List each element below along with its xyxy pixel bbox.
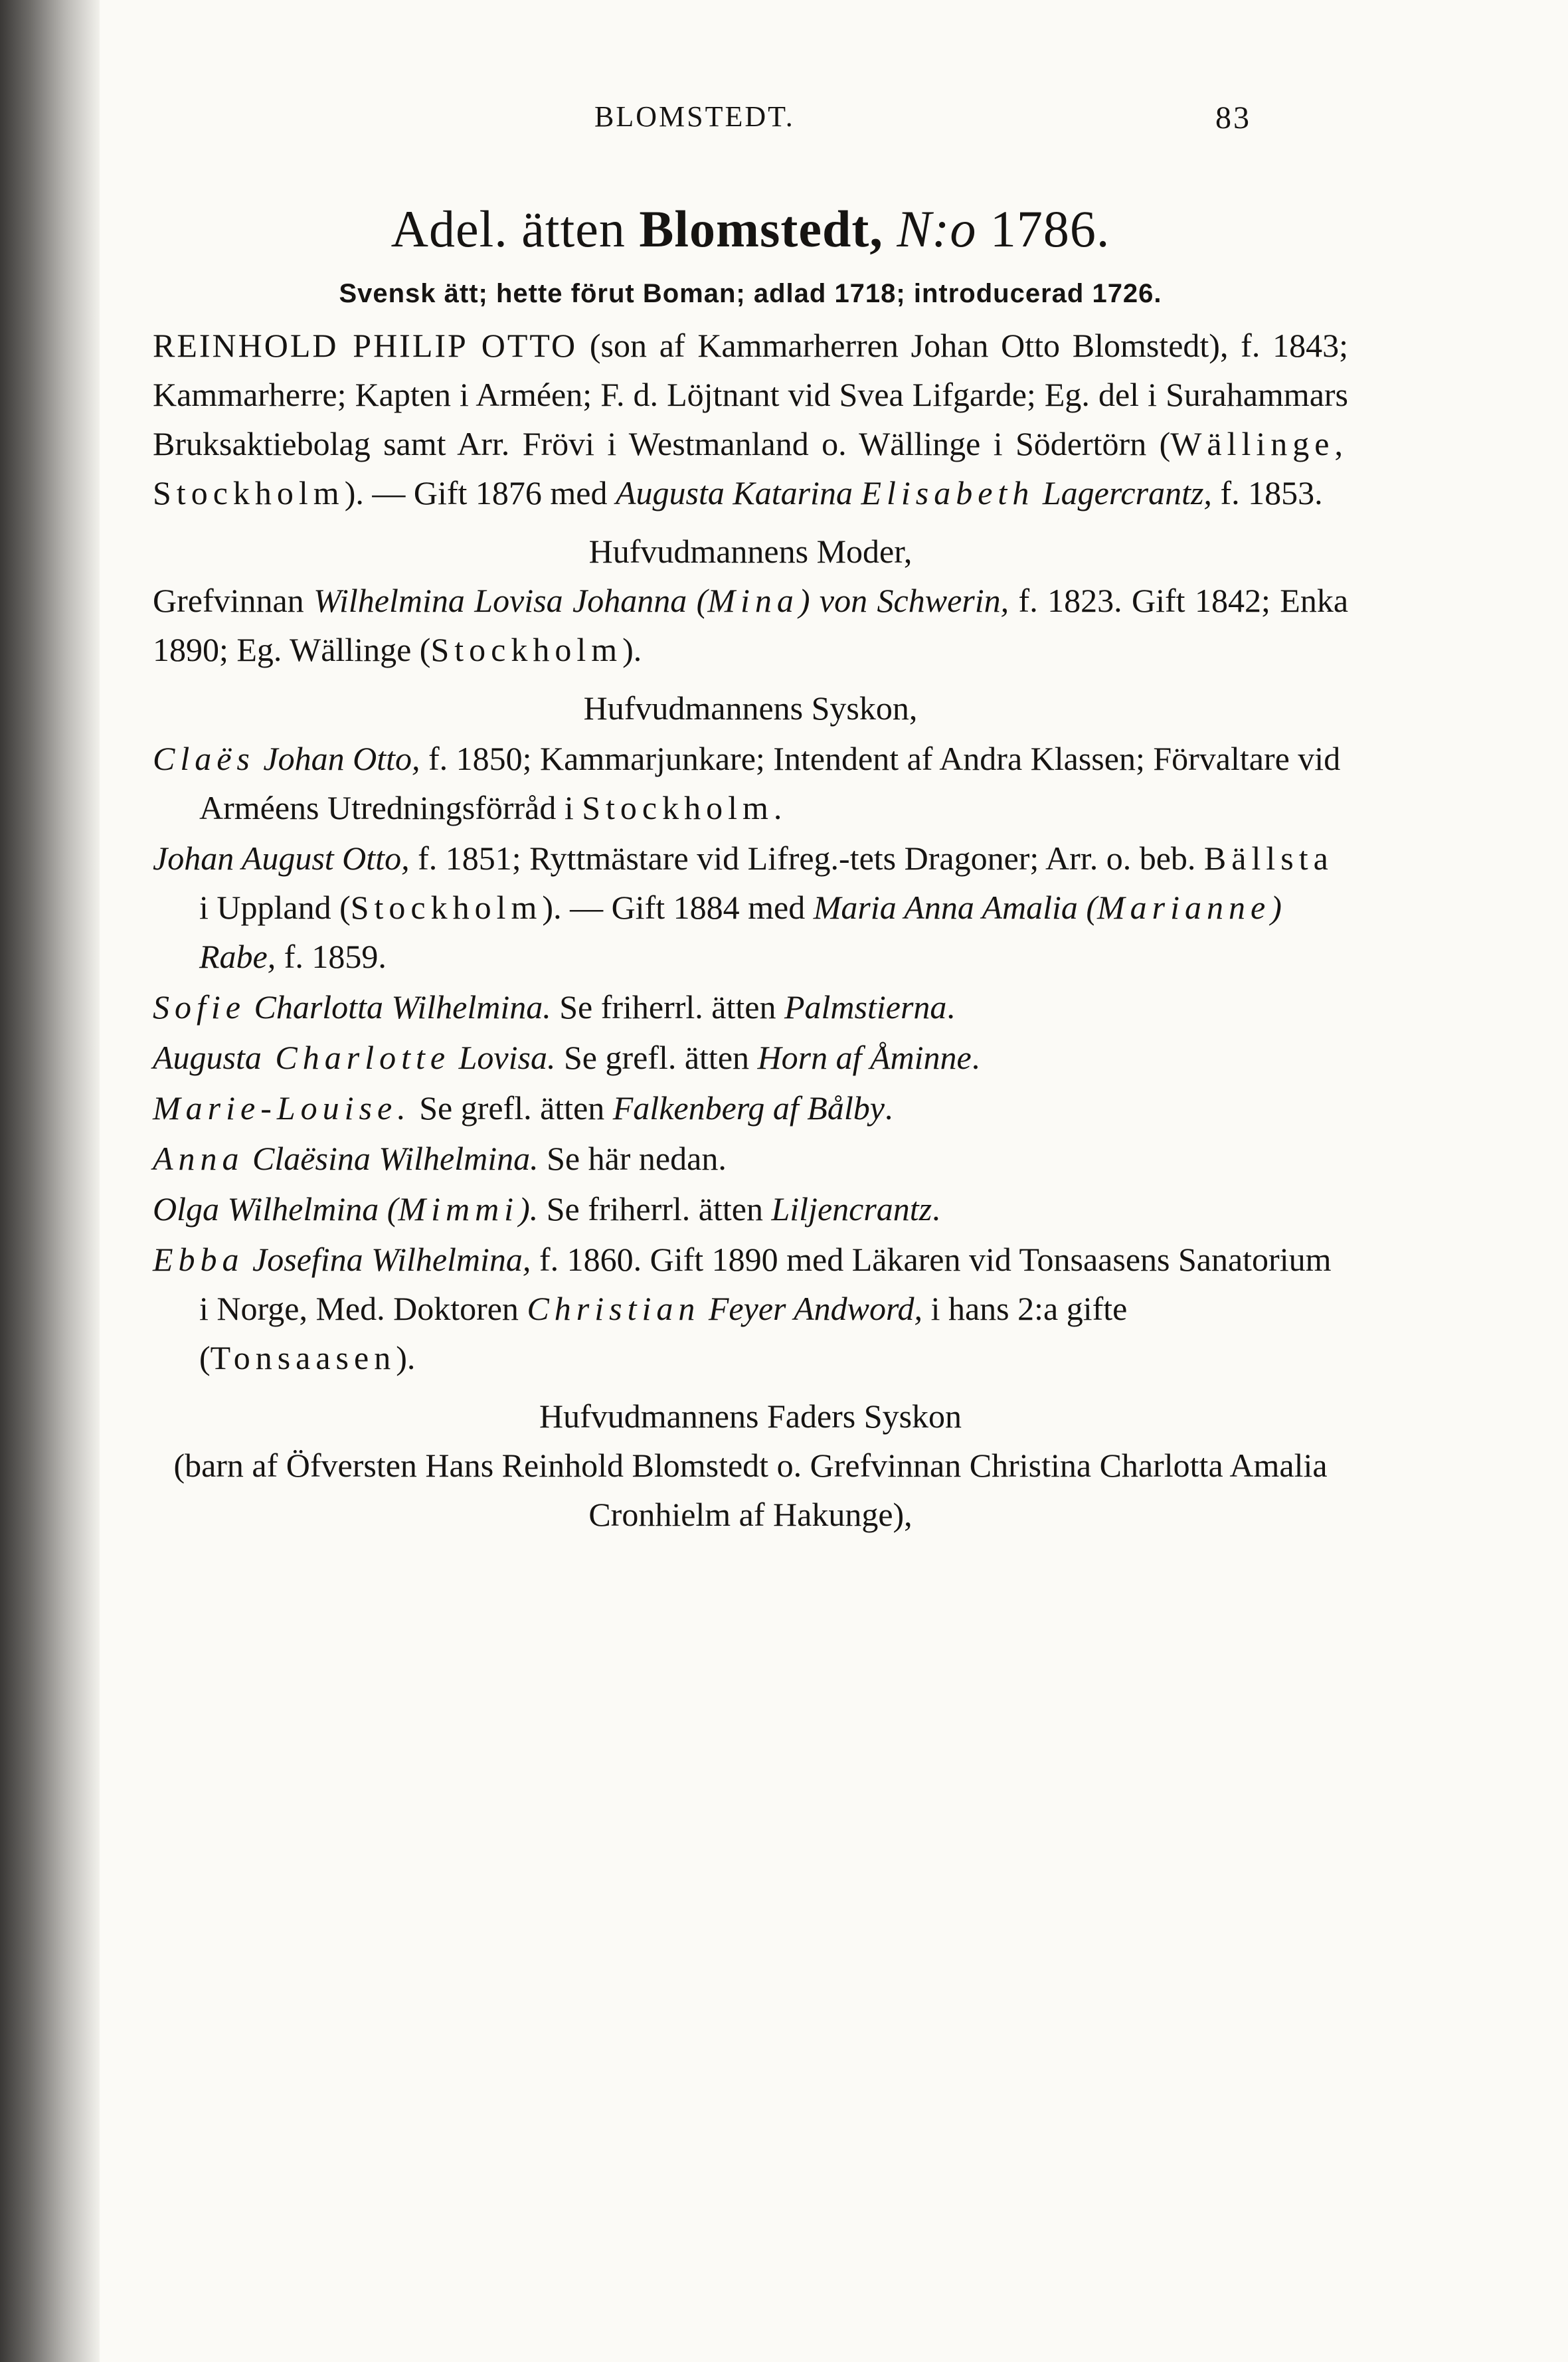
page-header — [153, 86, 1348, 146]
sibling-tail: i Uppland ( — [199, 889, 351, 926]
sibling-place: Tonsaasen — [210, 1339, 396, 1376]
head-spouse-first: Augusta Katarina — [615, 474, 853, 511]
sibling-text: Se grefl. ätten — [555, 1039, 758, 1076]
sibling-tail-3: f. 1859. — [276, 938, 387, 975]
sibling-name: Augusta — [153, 1039, 262, 1076]
sibling-text: f. 1850; Kammarjunkare; Intendent af Andra Klassen; Förvaltare vid Arméens Utredningsförråd i — [199, 740, 1341, 826]
siblings-heading: Hufvudmannens Syskon, — [583, 689, 918, 727]
page-title — [153, 199, 1348, 259]
sibling-name: Claësina Wilhelmina. — [244, 1140, 539, 1177]
mother-heading: Hufvudmannens Moder, — [588, 533, 913, 570]
head-text-2: ). — Gift 1876 med — [344, 474, 616, 511]
mother-name-spaced: Mina — [707, 582, 799, 619]
sibling-tail: . — [946, 988, 955, 1026]
sibling-name-spaced: Anna — [153, 1140, 244, 1177]
sibling-entry — [153, 1033, 1348, 1082]
running-head: BLOMSTEDT. — [594, 100, 795, 133]
sibling-entry — [153, 1134, 1348, 1183]
sibling-entry — [153, 734, 1348, 832]
sibling-text: Se friherrl. ätten — [551, 988, 784, 1026]
sibling-name-spaced: Marie-Louise. — [153, 1089, 411, 1127]
page-content — [153, 86, 1348, 1539]
sibling-spouse-end: ) Rabe, — [199, 889, 1282, 975]
sibling-name: Johan August Otto, — [153, 840, 410, 877]
sibling-tail: . — [884, 1089, 893, 1127]
head-of-family-entry — [153, 321, 1348, 517]
sibling-name: Johan Otto, — [254, 740, 420, 777]
sibling-ref: Falkenberg af Bålby — [612, 1089, 885, 1127]
sibling-entry — [153, 1083, 1348, 1133]
sibling-name-2: ). — [519, 1190, 539, 1227]
sibling-place-2: Stockholm — [350, 889, 543, 926]
mother-prefix: Grefvinnan — [153, 582, 314, 619]
head-spouse-last: Lagercrantz, — [1042, 474, 1212, 511]
head-text-3: f. 1853. — [1211, 474, 1323, 511]
head-spouse-spaced: Elisabeth — [861, 474, 1035, 511]
sibling-place: Stockholm — [582, 789, 774, 826]
sibling-ref: Liljencrantz — [771, 1190, 932, 1227]
sibling-text: Se friherrl. ätten — [538, 1190, 772, 1227]
sibling-spouse-spaced: Christian — [527, 1290, 701, 1327]
sibling-entry — [153, 1184, 1348, 1233]
sibling-text: f. 1860. Gift 1890 med Läkaren vid Tonsaasens Sanatorium i Norge, Med. Doktoren — [199, 1241, 1332, 1327]
mother-text: f. 1823. Gift 1842; Enka 1890; Eg. Wällinge ( — [153, 582, 1349, 668]
sibling-ref: Palmstierna — [784, 988, 947, 1026]
sibling-tail: i hans 2:a gifte ( — [199, 1290, 1128, 1376]
sibling-entry — [153, 982, 1348, 1032]
sibling-tail-2: ). — Gift 1884 med — [542, 889, 814, 926]
title-number: 1786. — [976, 200, 1110, 258]
sibling-ref: Horn af Åminne — [757, 1039, 972, 1076]
sibling-name: Charlotta Wilhelmina. — [245, 988, 551, 1026]
father-siblings-text: (barn af Öfversten Hans Reinhold Blomstedt o. Grefvinnan Christina Charlotta Amalia Cronhielm af Hakunge), — [173, 1447, 1328, 1533]
sibling-entry — [153, 1235, 1348, 1382]
sibling-text: Se här nedan. — [538, 1140, 727, 1177]
title-part-a: Adel. ätten — [391, 200, 640, 258]
mother-name-2: ) von Schwerin, — [798, 582, 1009, 619]
father-siblings-heading: Hufvudmannens Faders Syskon — [539, 1398, 962, 1435]
head-text-1: (son af Kammarherren Johan Otto Blomstedt), f. 1843; Kammarherre; Kapten i Arméen; F. d. Löjtnant vid Svea Lifgarde; Eg. del i Surahammars Bruksaktiebolag samt Arr. Frövi i Westmanland o. Wällinge i Södertörn ( — [153, 327, 1348, 462]
mother-place: Stockholm — [430, 631, 623, 668]
mother-name-1: Wilhelmina Lovisa Johanna ( — [313, 582, 708, 619]
sibling-text: Se grefl. ätten — [410, 1089, 613, 1127]
sibling-name-spaced: Ebba — [153, 1241, 244, 1278]
mother-entry — [153, 576, 1348, 674]
sibling-spouse: Maria Anna Amalia ( — [813, 889, 1098, 926]
sibling-name: Josefina Wilhelmina, — [244, 1241, 531, 1278]
sibling-name-spaced: Charlotte — [261, 1039, 451, 1076]
title-number-label: N:o — [883, 200, 977, 258]
sibling-tail: . — [932, 1190, 940, 1227]
book-binding-shadow — [0, 0, 100, 2362]
head-place: Wällinge, Stockholm — [153, 425, 1348, 511]
sibling-tail: . — [971, 1039, 980, 1076]
sibling-entry — [153, 834, 1348, 981]
sibling-name: Olga Wilhelmina ( — [153, 1190, 398, 1227]
sibling-name-2: Lovisa. — [450, 1039, 556, 1076]
sibling-name-spaced: Claës — [153, 740, 255, 777]
sibling-spouse: Feyer Andword, — [700, 1290, 923, 1327]
sibling-tail-2: ). — [396, 1339, 416, 1376]
sibling-name-spaced: Mimmi — [398, 1190, 519, 1227]
sibling-text: f. 1851; Ryttmästare vid Lifreg.-tets Dragoner; Arr. o. beb. — [409, 840, 1204, 877]
title-family-name: Blomstedt, — [639, 200, 883, 258]
head-name: REINHOLD PHILIP OTTO — [153, 327, 578, 364]
sibling-spouse-spaced: Marianne — [1097, 889, 1271, 926]
family-subtitle: Svensk ätt; hette förut Boman; adlad 1718; introducerad 1726. — [339, 279, 1162, 308]
sibling-tail: . — [773, 789, 782, 826]
page-number: 83 — [1215, 100, 1251, 136]
sibling-place: Bällsta — [1203, 840, 1334, 877]
sibling-name-spaced: Sofie — [153, 988, 246, 1026]
mother-text-end: ). — [622, 631, 642, 668]
